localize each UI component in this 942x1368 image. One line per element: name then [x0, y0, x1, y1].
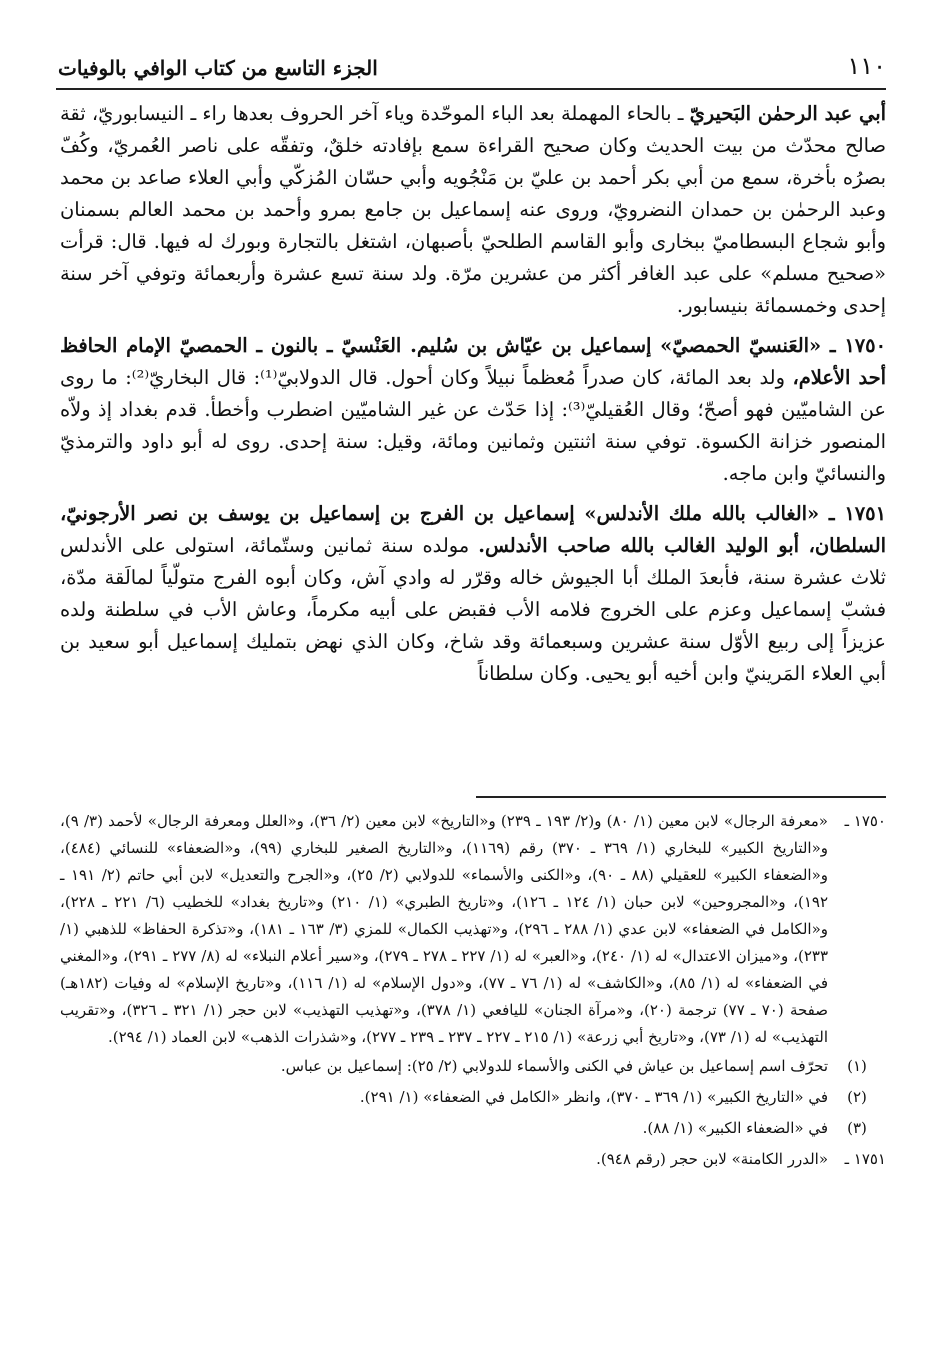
- footnote-2: [60, 1084, 886, 1111]
- entry-text: مولده سنة ثمانين وستّمائة، استولى على الأندلس ثلاث عشرة سنة، فأبعدَ الملك أبا الجيوش خاله وقرّر له وادي آش، وكان أبوه الفرج متولّياً لمالَقة مدّة، فشبّ إسماعيل وعزم على الخروج فلامه الأب فقبض على أبيه مكرماً، وعاش الأب في سلطنة ولده عزيزاً إلى ربيع الأوّل سنة عشرين وسبعمائة وقد شاخ، وكان الذي نهض بتمليك إسماعيل أبو سعيد بن أبي العلاء المَرينيّ وابن أخيه أبو يحيى. وكان سلطاناً: [60, 534, 886, 685]
- footnote-label: (١): [847, 1057, 867, 1075]
- running-title: الجزء التاسع من كتاب الوافي بالوفيات: [58, 56, 378, 80]
- footnote-text: «الدرر الكامنة» لابن حجر (رقم ٩٤٨).: [596, 1150, 828, 1168]
- footnote-label: (٣): [847, 1119, 867, 1137]
- footnote-source-1750: [60, 808, 886, 1051]
- entry-name: أبي عبد الرحمٰن البَحيريّ: [689, 102, 886, 125]
- entry-1749-continuation: [60, 98, 886, 322]
- entry-1750: [60, 330, 886, 490]
- entry-heading: ١٧٥٠ ـ «العَنسيّ الحمصيّ» إسماعيل بن عيّاش بن سُليم. العَنْسيّ ـ بالنون ـ الحمصيّ الإمام الحافظ أحد الأعلام،: [60, 334, 887, 389]
- page-header: [58, 40, 886, 80]
- footnote-3: [60, 1115, 886, 1142]
- footnote-label: ١٧٥١ ـ: [844, 1150, 886, 1168]
- entry-text: ولد بعد المائة، كان صدراً مُعظماً نبيلاً وكان أحول. قال الدولابيّ⁽¹⁾: قال البخاريّ⁽²⁾: ما روى عن الشاميّين فهو أصحّ؛ وقال العُقيليّ⁽³⁾: إذا حَدّث عن غير الشاميّين اضطرب وأخطأ. قدم بغداد إذ ولاّه المنصور خزانة الكسوة. توفي سنة اثنتين وثمانين ومائة، وقيل: سنة إحدى. روى له أبو داود والترمذيّ والنسائيّ وابن ماجه.: [60, 366, 886, 485]
- footnote-1: [60, 1053, 886, 1080]
- footnote-text: في «التاريخ الكبير» (١/ ٣٦٩ ـ ٣٧٠)، وانظر «الكامل في الضعفاء» (١/ ٢٩١).: [359, 1088, 828, 1106]
- footnote-text: «معرفة الرجال» لابن معين (١/ ٨٠) و(٢/ ١٩٣ ـ ٢٣٩) و«التاريخ» لابن معين (٢/ ٣٦)، و«العلل ومعرفة الرجال» لأحمد (٣/ ٩)، و«التاريخ الكبير» للبخاري (١/ ٣٦٩ ـ ٣٧٠) رقم (١١٦٩)، و«التاريخ الصغير للبخاري (٩٩)، و«الضعفاء» للنسائي (٤٨٤)، و«الضعفاء الكبير» للعقيلي (٨٨ ـ ٩٠)، و«الكنى والأسماء» للدولابي (٢/ ٢٥)، و«الجرح والتعديل» لابن أبي حاتم (٢/ ١٩١ ـ ١٩٢)، و«المجروحين» لابن حبان (١/ ١٢٤ ـ ١٢٦)، و«تاريخ الطبري» (١/ ٢١٠) و«تاريخ بغداد» للخطيب (٦/ ٢٢١ ـ ٢٢٨)، و«الكامل في الضعفاء» لابن عدي (١/ ٢٨٨ ـ ٢٩٦)، و«تهذيب الكمال» للمزي (٣/ ١٦٣ ـ ١٨١)، و«تذكرة الحفاظ» للذهبي (١/ ٢٣٣)، و«ميزان الاعتدال» له (١/ ٢٤٠)، و«العبر» له (١/ ٢٢٧ ـ ٢٧٨ ـ ٢٧٩)، و«سير أعلام النبلاء» له (٨/ ٢٧٧ ـ ٢٩١)، و«المغني في الضعفاء» له (١/ ٨٥)، و«الكاشف» له (١/ ٧٦ ـ ٧٧)، و«دول الإسلام» له (١/ ١١٦)، و«تاريخ الإسلام» له وفيات (١٨٢هـ) صفحة (٧٠ ـ ٧٧) ترجمة (٢٠)، و«مرآة الجنان» لليافعي (١/ ٣٧٨)، و«تهذيب التهذيب» لابن حجر (١/ ٣٢١ ـ ٣٢٦)، و«تقريب التهذيب» له (١/ ٧٣)، و«تاريخ أبي زرعة» (١/ ٢١٥ ـ ٢٢٧ ـ ٢٣٧ ـ ٢٣٩ ـ ٢٧٧)، و«شذرات الذهب» لابن العماد (١/ ٢٩٤).: [60, 812, 829, 1046]
- header-divider: [56, 88, 886, 90]
- footnotes: [60, 808, 886, 1175]
- footnote-label: ١٧٥٠ ـ: [844, 812, 886, 830]
- footnote-text: تحرّف اسم إسماعيل بن عياش في الكنى والأسماء للدولابي (٢/ ٢٥): إسماعيل بن عباس.: [280, 1057, 828, 1075]
- footnote-source-1751: [60, 1146, 886, 1173]
- footnote-label: (٢): [847, 1088, 867, 1106]
- footnote-text: في «الضعفاء الكبير» (١/ ٨٨).: [642, 1119, 828, 1137]
- entry-1751: [60, 498, 886, 690]
- footnotes-divider: [476, 796, 886, 798]
- page-number: ١١٠: [847, 52, 886, 80]
- main-text: [60, 98, 886, 698]
- entry-text: ـ بالحاء المهملة بعد الباء الموحّدة وياء آخر الحروف بعدها راء ـ النيسابوريّ، ثقة صالح محدّث من بيت الحديث وكان صحيح القراءة سمع بإفادته خلقٌ، وتفقّه على ناصر العُمريّ، وكُفّ بصرُه بأخرة، سمع من أبي بكر أحمد بن عليّ بن مَنْجُويه وأبي حسّان المُزكّي وأبي العلاء صاعد بن محمد وعبد الرحمٰن بن حمدان النضرويّ، وروى عنه إسماعيل بن جامع بمرو وأحمد بن محمد العالم بسمنان وأبو شجاع البسطاميّ ببخارى وأبو القاسم الطلحيّ بأصبهان، اشتغل بالتجارة وبورك له فيها. قال: قرأت «صحيح مسلم» على عبد الغافر أكثر من عشرين مرّة. ولد سنة تسع عشرة وأربعمائة وتوفي آخر سنة إحدى وخمسمائة بنيسابور.: [60, 102, 886, 317]
- entry-heading: ١٧٥١ ـ «الغالب بالله ملك الأندلس» إسماعيل بن الفرج بن إسماعيل بن يوسف بن نصر الأرجونيّ، السلطان، أبو الوليد الغالب بالله صاحب الأندلس.: [60, 502, 886, 557]
